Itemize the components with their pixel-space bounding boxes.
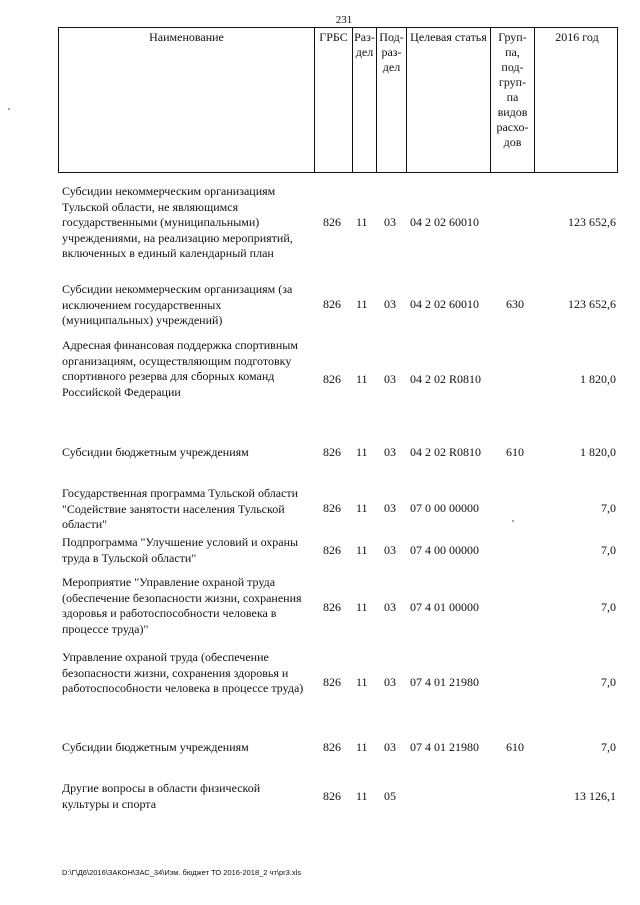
row-podrazdel: 03 [384, 675, 396, 689]
row-group: 610 [506, 445, 524, 459]
row-amount: 7,0 [601, 501, 616, 515]
row-name: Подпрограмма "Улучшение условий и охраны труда в Тульской области" [62, 535, 299, 565]
row-name: Субсидии некоммерческим организациям Тульской области, не являющимся государственными (муниципальными) учреждениями, на реализацию мероприятий, включенных в единый календарный план [62, 184, 293, 260]
row-grbs: 826 [323, 740, 341, 754]
row-razdel: 11 [356, 543, 368, 557]
row-target: 07 4 01 00000 [410, 600, 479, 614]
row-group: 630 [506, 297, 524, 311]
header-year: 2016 год [555, 30, 599, 44]
row-razdel: 11 [356, 675, 368, 689]
header-target: Целевая статья [407, 28, 491, 172]
row-target: 07 0 00 00000 [410, 501, 479, 515]
row-grbs: 826 [323, 297, 341, 311]
row-name: Субсидии некоммерческим организациям (за исключением государственных (муниципальных) учреждений) [62, 282, 293, 327]
row-name: Государственная программа Тульской области "Содействие занятости населения Тульской области" [62, 486, 299, 531]
row-amount: 1 820,0 [580, 445, 616, 459]
row-target: 07 4 01 21980 [410, 740, 479, 754]
header-group: Груп- па, под- груп- па видов расхо- дов [491, 28, 535, 172]
row-grbs: 826 [323, 215, 341, 229]
row-razdel: 11 [356, 789, 368, 803]
row-amount: 123 652,6 [568, 297, 616, 311]
row-podrazdel: 03 [384, 372, 396, 386]
row-grbs: 826 [323, 789, 341, 803]
row-podrazdel: 03 [384, 600, 396, 614]
row-podrazdel: 03 [384, 740, 396, 754]
row-amount: 123 652,6 [568, 215, 616, 229]
scan-speck [512, 520, 514, 522]
row-target: 04 2 02 60010 [410, 297, 479, 311]
row-grbs: 826 [323, 675, 341, 689]
row-podrazdel: 03 [384, 445, 396, 459]
row-razdel: 11 [356, 740, 368, 754]
header-razdel: Раз- дел [353, 28, 377, 172]
row-podrazdel: 03 [384, 501, 396, 515]
row-razdel: 11 [356, 600, 368, 614]
table-header [58, 27, 618, 173]
header-name: Наименование [59, 28, 315, 172]
row-podrazdel: 03 [384, 543, 396, 557]
row-razdel: 11 [356, 215, 368, 229]
row-target: 07 4 00 00000 [410, 543, 479, 557]
row-podrazdel: 05 [384, 789, 396, 803]
row-name: Адресная финансовая поддержка спортивным организациям, осуществляющим подготовку спортивного резерва для сборных команд Российской Федерации [62, 338, 298, 399]
row-target: 04 2 02 R0810 [410, 372, 482, 386]
header-podrazdel: Под- раз- дел [377, 28, 407, 172]
file-path-footer: D:\Г\Д6\2016\ЗАКОН\ЗАС_34\Изм. бюджет ТО 2016-2018_2 чт\pr3.xls [62, 868, 302, 877]
row-grbs: 826 [323, 600, 341, 614]
row-target: 07 4 01 21980 [410, 675, 479, 689]
row-name: Другие вопросы в области физической культуры и спорта [62, 781, 261, 811]
row-amount: 7,0 [601, 543, 616, 557]
row-grbs: 826 [323, 445, 341, 459]
row-target: 04 2 02 R0810 [410, 445, 482, 459]
row-name: Управление охраной труда (обеспечение безопасности жизни, сохранения здоровья и работоспособности человека в процессе труда) [62, 650, 304, 695]
row-grbs: 826 [323, 501, 341, 515]
row-name: Субсидии бюджетным учреждениям [62, 445, 249, 459]
row-amount: 7,0 [601, 675, 616, 689]
row-amount: 7,0 [601, 740, 616, 754]
row-target: 04 2 02 60010 [410, 215, 479, 229]
row-razdel: 11 [356, 501, 368, 515]
row-group: 610 [506, 740, 524, 754]
row-name: Мероприятие "Управление охраной труда (обеспечение безопасности жизни, сохранения здоровья и работоспособности человека в процессе труда)" [62, 575, 302, 636]
row-podrazdel: 03 [384, 297, 396, 311]
row-podrazdel: 03 [384, 215, 396, 229]
row-razdel: 11 [356, 445, 368, 459]
row-amount: 7,0 [601, 600, 616, 614]
row-razdel: 11 [356, 297, 368, 311]
row-amount: 13 126,1 [574, 789, 616, 803]
row-grbs: 826 [323, 372, 341, 386]
row-amount: 1 820,0 [580, 372, 616, 386]
page-number: 231 [335, 14, 353, 26]
row-razdel: 11 [356, 372, 368, 386]
row-grbs: 826 [323, 543, 341, 557]
scan-speck [8, 108, 10, 110]
header-grbs: ГРБС [315, 28, 353, 172]
row-name: Субсидии бюджетным учреждениям [62, 740, 249, 754]
